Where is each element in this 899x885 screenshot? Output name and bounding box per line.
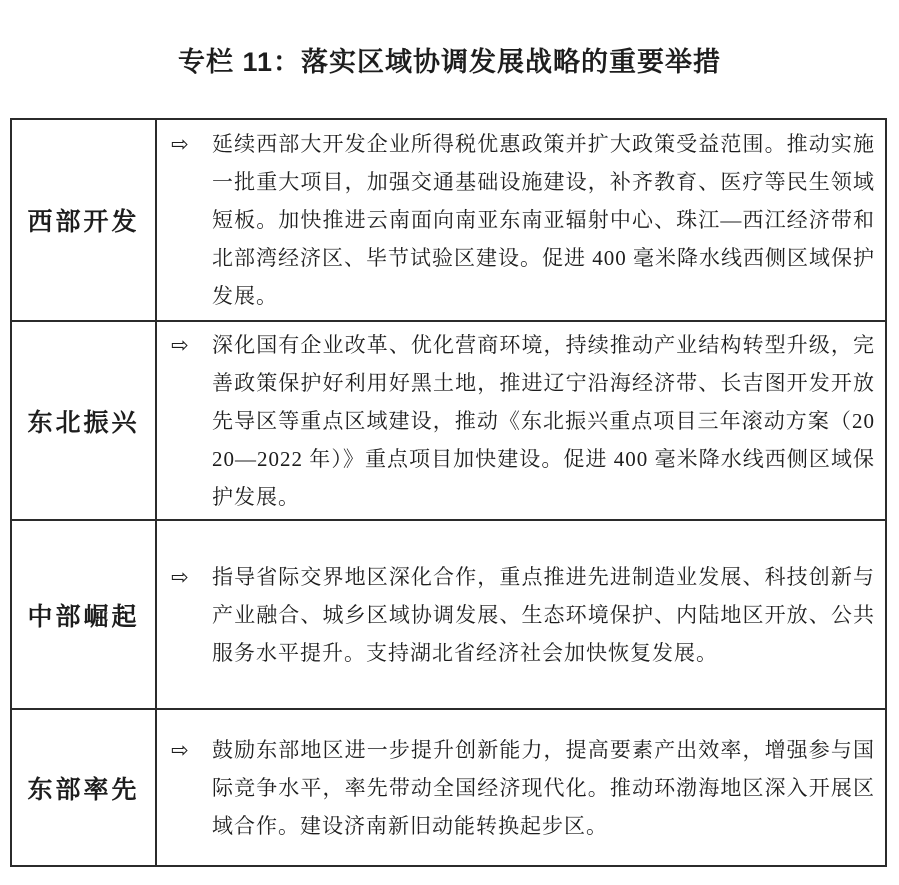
region-label: 东北振兴 xyxy=(27,408,140,437)
right-arrow-bullet-icon: ⇨ xyxy=(171,332,189,357)
right-arrow-bullet-icon: ⇨ xyxy=(171,737,189,762)
measure-text: 深化国有企业改革、优化营商环境，持续推动产业结构转型升级，完善政策保护好利用好黑土地，推进辽宁沿海经济带、长吉图开发开放先导区等重点区域建设，推动《东北振兴重点项目三年滚动方案（2020—2022 年）》重点项目加快建设。促进 400 毫米降水线西侧区域保护发展。 xyxy=(212,332,875,509)
row-label-cell xyxy=(12,322,157,519)
region-label: 中部崛起 xyxy=(27,602,140,631)
table-row xyxy=(12,322,885,521)
right-arrow-bullet-icon: ⇨ xyxy=(171,132,189,156)
table-row xyxy=(12,120,885,322)
row-content-cell xyxy=(157,120,885,320)
region-label: 西部开发 xyxy=(27,208,140,236)
page-title: 专栏 11：落实区域协调发展战略的重要举措 xyxy=(177,47,722,77)
measures-table xyxy=(10,118,887,867)
row-label-cell xyxy=(12,521,157,708)
row-content-cell xyxy=(157,521,885,708)
row-label-cell xyxy=(12,710,157,865)
row-content-cell xyxy=(157,710,885,865)
measure-text: 鼓励东部地区进一步提升创新能力，提高要素产出效率，增强参与国际竞争水平，率先带动全国经济现代化。推动环渤海地区深入开展区域合作。建设济南新旧动能转换起步区。 xyxy=(212,737,875,838)
measure-text: 延续西部大开发企业所得税优惠政策并扩大政策受益范围。推动实施一批重大项目，加强交通基础设施建设，补齐教育、医疗等民生领域短板。加快推进云南面向南亚东南亚辐射中心、珠江—西江经济带和北部湾经济区、毕节试验区建设。促进 400 毫米降水线西侧区域保护发展。 xyxy=(212,132,875,308)
table-row xyxy=(12,521,885,710)
measure-item xyxy=(171,125,875,315)
measure-item xyxy=(171,326,875,516)
measure-item xyxy=(171,558,875,672)
table-row xyxy=(12,710,885,865)
measure-item xyxy=(171,731,875,845)
region-label: 东部率先 xyxy=(27,775,140,804)
measure-text: 指导省际交界地区深化合作，重点推进先进制造业发展、科技创新与产业融合、城乡区域协调发展、生态环境保护、内陆地区开放、公共服务水平提升。支持湖北省经济社会加快恢复发展。 xyxy=(212,564,875,665)
row-label-cell xyxy=(12,120,157,320)
row-content-cell xyxy=(157,322,885,519)
right-arrow-bullet-icon: ⇨ xyxy=(171,564,189,589)
